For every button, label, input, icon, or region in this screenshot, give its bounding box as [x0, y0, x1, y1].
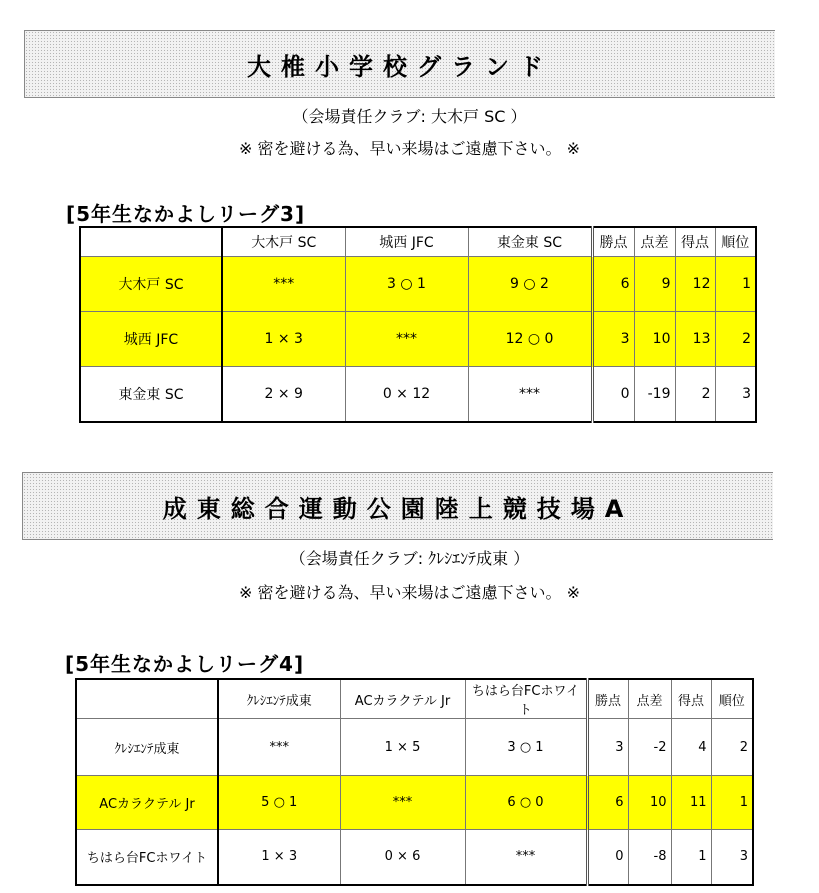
- rank-cell: 2: [715, 312, 756, 367]
- venue-name: 大椎小学校グランド: [247, 52, 553, 81]
- venue-name: 成東総合運動公園陸上競技場A: [162, 494, 634, 523]
- points-cell: 0: [587, 830, 628, 885]
- team-name: 東金東 SC: [80, 367, 222, 422]
- rank-cell: 3: [715, 367, 756, 422]
- league-title: [5年生なかよしリーグ4]: [65, 652, 305, 676]
- result-cell: 12 ○ 0: [468, 312, 592, 367]
- stat-header-points: 勝点: [587, 679, 628, 719]
- host-club-note: （会場責任クラブ: ｸﾚｼｴﾝﾃ成東 ）: [289, 549, 530, 568]
- goal-diff-cell: 10: [634, 312, 675, 367]
- rank-cell: 3: [711, 830, 753, 885]
- stat-header-goals: 得点: [675, 227, 715, 257]
- arrival-notice: ※ 密を避ける為、早い来場はご遠慮下さい。 ※: [239, 139, 580, 158]
- stat-header-rank: 順位: [715, 227, 756, 257]
- team-name: 大木戸 SC: [80, 257, 222, 312]
- goals-cell: 11: [671, 776, 711, 830]
- goal-diff-cell: -19: [634, 367, 675, 422]
- result-cell: 5 ○ 1: [218, 776, 340, 830]
- result-cell: ***: [222, 257, 345, 312]
- league-title: [5年生なかよしリーグ3]: [66, 202, 306, 226]
- corner-cell: [76, 679, 218, 719]
- column-header: ｸﾚｼｴﾝﾃ成東: [218, 679, 340, 719]
- goal-diff-cell: -8: [628, 830, 671, 885]
- table-row: [80, 367, 756, 422]
- result-cell: ***: [218, 719, 340, 776]
- table-row: [76, 719, 753, 776]
- points-cell: 6: [587, 776, 628, 830]
- stat-header-rank: 順位: [711, 679, 753, 719]
- column-header: 大木戸 SC: [222, 227, 345, 257]
- goals-cell: 4: [671, 719, 711, 776]
- team-name: ｸﾚｼｴﾝﾃ成東: [76, 719, 218, 776]
- table-row: [80, 257, 756, 312]
- result-cell: ***: [465, 830, 587, 885]
- result-cell: 6 ○ 0: [465, 776, 587, 830]
- points-cell: 6: [592, 257, 634, 312]
- goals-cell: 13: [675, 312, 715, 367]
- rank-cell: 1: [715, 257, 756, 312]
- points-cell: 3: [587, 719, 628, 776]
- result-cell: 9 ○ 2: [468, 257, 592, 312]
- header-row: [76, 679, 753, 719]
- column-header: ACカラクテル Jr: [340, 679, 465, 719]
- result-cell: ***: [468, 367, 592, 422]
- corner-cell: [80, 227, 222, 257]
- team-name: 城西 JFC: [80, 312, 222, 367]
- goals-cell: 12: [675, 257, 715, 312]
- host-club-note: （会場責任クラブ: 大木戸 SC ）: [292, 107, 527, 126]
- result-cell: ***: [340, 776, 465, 830]
- league-table: [79, 226, 757, 423]
- points-cell: 0: [592, 367, 634, 422]
- points-cell: 3: [592, 312, 634, 367]
- result-cell: 3 ○ 1: [345, 257, 468, 312]
- stat-header-goal-diff: 点差: [634, 227, 675, 257]
- league-table: [75, 678, 754, 886]
- result-cell: 1 × 5: [340, 719, 465, 776]
- stat-header-goals: 得点: [671, 679, 711, 719]
- result-cell: ***: [345, 312, 468, 367]
- result-cell: 2 × 9: [222, 367, 345, 422]
- goal-diff-cell: 10: [628, 776, 671, 830]
- column-header: 城西 JFC: [345, 227, 468, 257]
- rank-cell: 1: [711, 776, 753, 830]
- arrival-notice: ※ 密を避ける為、早い来場はご遠慮下さい。 ※: [239, 583, 580, 602]
- result-cell: 0 × 6: [340, 830, 465, 885]
- table-row: [76, 830, 753, 885]
- goal-diff-cell: -2: [628, 719, 671, 776]
- table-row: [80, 312, 756, 367]
- result-cell: 0 × 12: [345, 367, 468, 422]
- goal-diff-cell: 9: [634, 257, 675, 312]
- table-row: [76, 776, 753, 830]
- rank-cell: 2: [711, 719, 753, 776]
- team-name: ACカラクテル Jr: [76, 776, 218, 830]
- goals-cell: 1: [671, 830, 711, 885]
- goals-cell: 2: [675, 367, 715, 422]
- result-cell: 1 × 3: [218, 830, 340, 885]
- header-row: [80, 227, 756, 257]
- team-name: ちはら台FCホワイト: [76, 830, 218, 885]
- column-header: 東金東 SC: [468, 227, 592, 257]
- column-header: ちはら台FCホワイト: [465, 679, 587, 719]
- result-cell: 1 × 3: [222, 312, 345, 367]
- venue-banner-2: [22, 472, 773, 540]
- result-cell: 3 ○ 1: [465, 719, 587, 776]
- stat-header-goal-diff: 点差: [628, 679, 671, 719]
- stat-header-points: 勝点: [592, 227, 634, 257]
- venue-banner-1: [24, 30, 775, 98]
